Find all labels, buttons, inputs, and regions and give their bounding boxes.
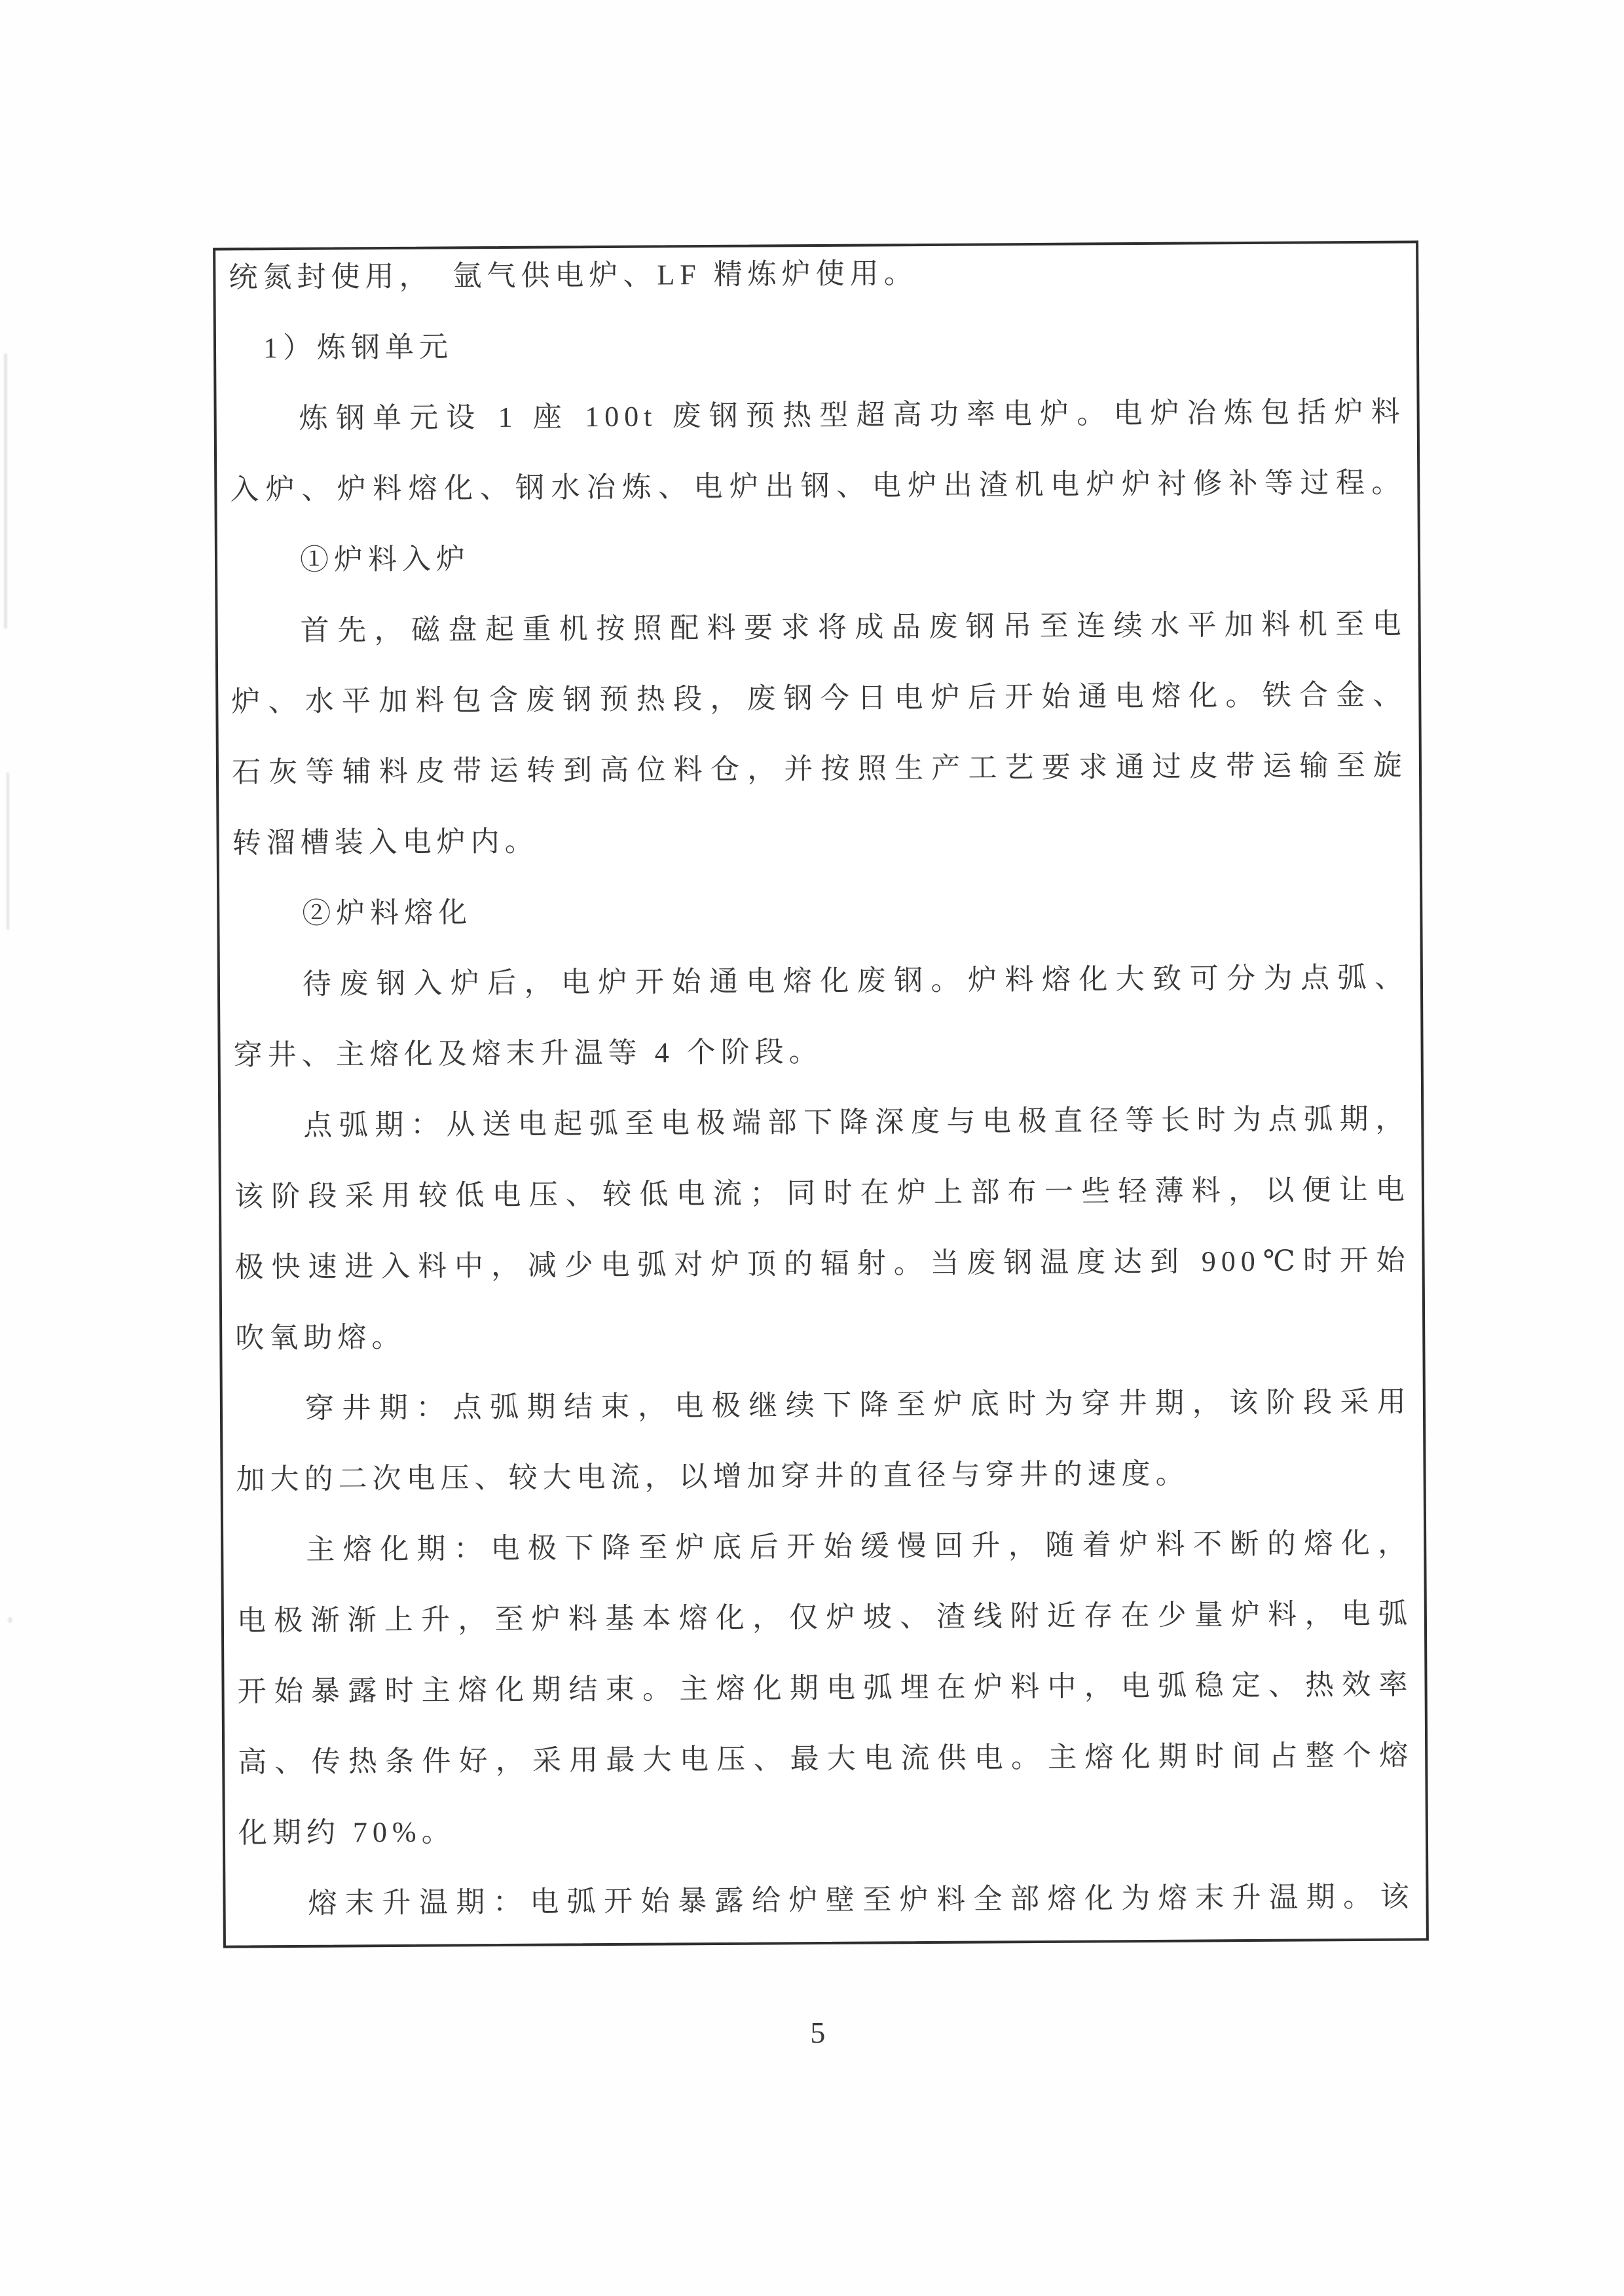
text-line: 点弧期：从送电起弧至电极端部下降深度与电极直径等长时为点弧期，	[303, 1102, 1410, 1142]
text-line: 统氮封使用， 氩气供电炉、LF 精炼炉使用。	[229, 257, 918, 294]
text-line: 穿井期：点弧期结束，电极继续下降至炉底时为穿井期，该阶段采用	[304, 1385, 1412, 1425]
text-line: 吹氧助熔。	[235, 1321, 406, 1355]
text-line: 熔末升温期：电弧开始暴露给炉壁至炉料全部熔化为熔末升温期。该	[308, 1880, 1414, 1920]
text-line: 开始暴露时主熔化期结束。主熔化期电弧埋在炉料中，电弧稳定、热效率	[237, 1668, 1413, 1708]
text-line: 加大的二次电压、较大电流，以增加穿井的直径与穿井的速度。	[236, 1457, 1190, 1496]
text-line: 穿井、主熔化及熔末升温等 4 个阶段。	[233, 1035, 823, 1072]
text-line: 极快速进入料中，减少电弧对炉顶的辐射。当废钢温度达到 900℃时开始	[234, 1244, 1411, 1284]
text-line: 炼钢单元设 1 座 100t 废钢预热型超高功率电炉。电炉冶炼包括炉料	[299, 395, 1405, 435]
text-line: 化期约 70%。	[238, 1815, 456, 1850]
text-line: 石灰等辅料皮带运转到高位料仓，并按照生产工艺要求通过皮带运输至旋	[231, 749, 1408, 789]
text-line: 该阶段采用较低电压、较低电流；同时在炉上部布一些轻薄料，以便让电	[234, 1173, 1411, 1213]
text-line: ①炉料入炉	[299, 543, 471, 576]
text-line: 炉、水平加料包含废钢预热段，废钢今日电炉后开始通电熔化。铁合金、	[231, 678, 1407, 718]
text-line: 1）炼钢单元	[263, 331, 454, 365]
text-line: 待废钢入炉后，电炉开始通电熔化废钢。炉料熔化大致可分为点弧、	[302, 961, 1409, 1000]
page-number: 5	[810, 2015, 826, 2050]
text-line: ②炉料熔化	[302, 896, 473, 930]
text-line: 主熔化期：电极下降至炉底后开始缓慢回升，随着炉料不断的熔化，	[306, 1527, 1412, 1566]
text-line: 入炉、炉料熔化、钢水冶炼、电炉出钢、电炉出渣机电炉炉衬修补等过程。	[230, 466, 1406, 506]
text-lines	[215, 235, 1426, 1939]
text-line: 高、传热条件好，采用最大电压、最大电流供电。主熔化期时间占整个熔	[238, 1739, 1414, 1779]
text-line: 转溜槽装入电炉内。	[232, 825, 539, 860]
text-line: 首先，磁盘起重机按照配料要求将成品废钢吊至连续水平加料机至电	[300, 608, 1407, 647]
text-line: 电极渐渐上升，至炉料基本熔化，仅炉坡、渣线附近存在少量炉料，电弧	[236, 1597, 1413, 1637]
document-border-box	[213, 240, 1429, 1948]
